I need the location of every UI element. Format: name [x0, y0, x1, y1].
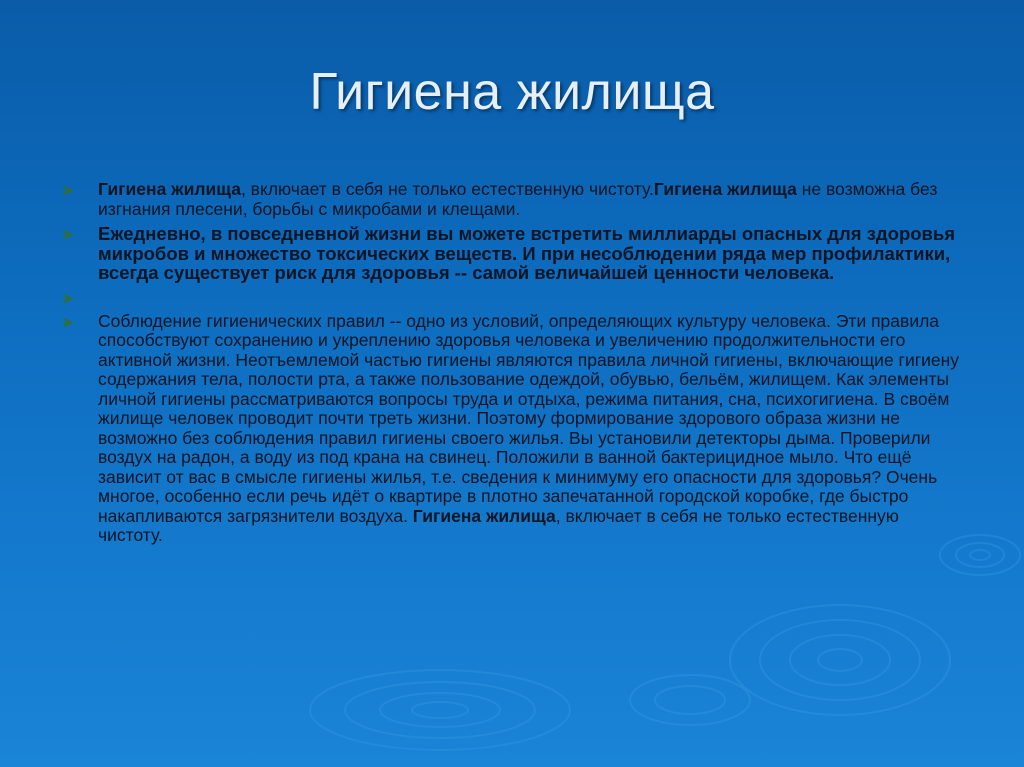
- slide-title: Гигиена жилища: [309, 63, 715, 121]
- bullet-item: [62, 224, 964, 283]
- arrow-bullet-icon: ➤: [62, 289, 74, 306]
- bullet-text: Соблюдение гигиенических правил -- одно из условий, определяющих культуру человека. Эти правила способствуют сохранению и укреплению здоровья человека и увеличению продолжительности его активной жизни. Неотъемлемой частью гигиены являются правила личной гигиены, включающие гигиену содержания тела, полости рта, а также пользование одеждой, обувью, бельём, жилищем. Как элементы личной гигиены рассматриваются вопросы труда и отдыха, режима питания, сна, психогигиена. В своём жилище человек проводит почти треть жизни. Поэтому формирование здорового образа жизни не возможно без соблюдения правил гигиены своего жилья. Вы установили детекторы дыма. Проверили воздух на радон, а воду из под крана на свинец. Положили в ванной бактерицидное мыло. Что ещё зависит от вас в смысле гигиены жилья, т.е. сведения к минимуму его опасности для здоровья? Очень многое, особенно если речь идёт о квартире в плотно запечатанной городской коробке, где быстро накапливаются загрязнители воздуха.: [98, 310, 960, 526]
- slide-content: [62, 180, 964, 551]
- bullet-item: [62, 312, 964, 546]
- arrow-bullet-icon: ➤: [62, 182, 74, 198]
- bullet-text: , включает в себя не только естественную чистоту.: [240, 179, 654, 199]
- bullet-text: не возможна без изгнания плесени, борьбы с микробами и клещами.: [98, 179, 938, 219]
- arrow-bullet-icon: ➤: [62, 313, 74, 330]
- bullet-text: Ежедневно, в повседневной жизни вы можете встретить миллиарды опасных для здоровья микробов и множество токсических веществ. И при несоблюдении ряда мер профилактики, всегда существует риск для здоровья -- самой величайшей ценности человека.: [98, 223, 956, 283]
- bullet-item-empty: [62, 288, 964, 307]
- bullet-item: [62, 180, 964, 219]
- arrow-bullet-icon: ➤: [62, 226, 74, 242]
- bullet-bold-text: Гигиена жилища: [653, 179, 797, 199]
- bullet-bold-text: Гигиена жилища: [412, 505, 556, 526]
- bullet-bold-text: Гигиена жилища: [98, 179, 241, 199]
- bullet-text: , включает в себя не только естественную чистоту.: [98, 505, 899, 545]
